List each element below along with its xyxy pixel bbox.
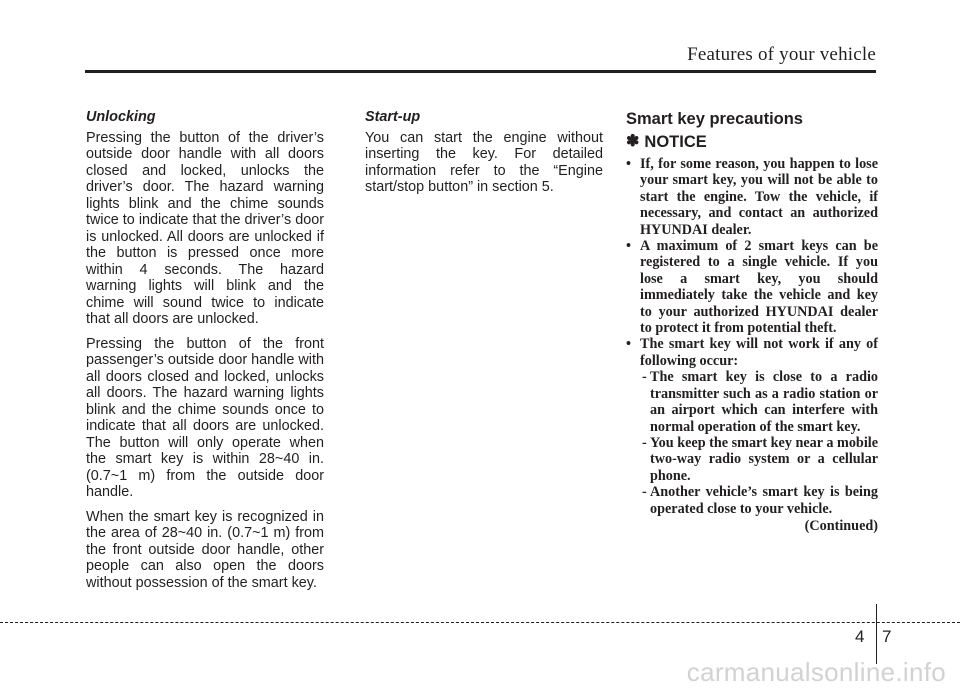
notice-bullet-3: • The smart key will not work if any of following occur: <box>626 336 878 369</box>
continued-label: (Continued) <box>804 517 878 534</box>
page-header-title: Features of your vehicle <box>687 44 876 65</box>
footer-rule <box>0 622 960 623</box>
column-start-up <box>365 109 603 204</box>
unlocking-paragraph-1: Pressing the button of the driver’s outside door handle with all doors closed and locked, unlocks the driver’s door. The hazard warning lights blink and the chime sounds twice to indicate that the driver’s door is unlocked. All doors are unlocked if the button is pressed once more within 4 seconds. The hazard warning lights will blink and the chime will sound twice to indicate that all doors are unlocked. <box>86 129 324 327</box>
notice-bullet-1: • If, for some reason, you happen to lose your smart key, you will not be able to start the engine. Tow the vehicle, if necessary, and contact an authorized HYUNDAI dealer. <box>626 156 878 238</box>
unlocking-heading: Unlocking <box>86 109 156 125</box>
unlocking-paragraph-2: Pressing the button of the front passenger’s outside door handle with all doors closed and locked, unlocks all doors. The hazard warning lights blink and the chime sounds once to indicate that all doors are unlocked. The button will only operate when the smart key is within 28~40 in. (0.7~1 m) from the outside door handle. <box>86 335 324 500</box>
start-up-paragraph: You can start the engine without inserting the key. For detailed information refer to the “Engine start/stop button” in section 5. <box>365 129 603 195</box>
notice-asterisk-icon: ✽ <box>626 132 640 150</box>
watermark: carmanualsonline.info <box>686 657 946 687</box>
column-smart-key-precautions <box>626 109 878 534</box>
notice-dash-3: - Another vehicle’s smart key is being operated close to your vehicle. <box>626 484 878 517</box>
start-up-heading: Start-up <box>365 109 421 125</box>
notice-bullet-2: • A maximum of 2 smart keys can be registered to a single vehicle. If you lose a smart key, you should immediately take the vehicle and key to your authorized HYUNDAI dealer to protect it from potential theft. <box>626 238 878 336</box>
notice-heading <box>626 134 878 151</box>
page-number: 7 <box>882 627 892 646</box>
page-chapter-number: 4 <box>855 627 865 646</box>
column-unlocking <box>86 109 324 599</box>
notice-dash-2: - You keep the smart key near a mobile two-way radio system or a cellular phone. <box>626 435 878 484</box>
smart-key-precautions-heading: Smart key precautions <box>626 110 803 128</box>
unlocking-paragraph-3: When the smart key is recognized in the area of 28~40 in. (0.7~1 m) from the front outside door handle, other people can also open the doors without possession of the smart key. <box>86 508 324 591</box>
header-rule <box>85 70 876 73</box>
notice-label: NOTICE <box>644 132 707 151</box>
notice-body <box>626 156 878 534</box>
footer-page-divider <box>876 604 877 664</box>
notice-dash-1: - The smart key is close to a radio transmitter such as a radio station or an airport which can interfere with normal operation of the smart key. <box>626 369 878 435</box>
